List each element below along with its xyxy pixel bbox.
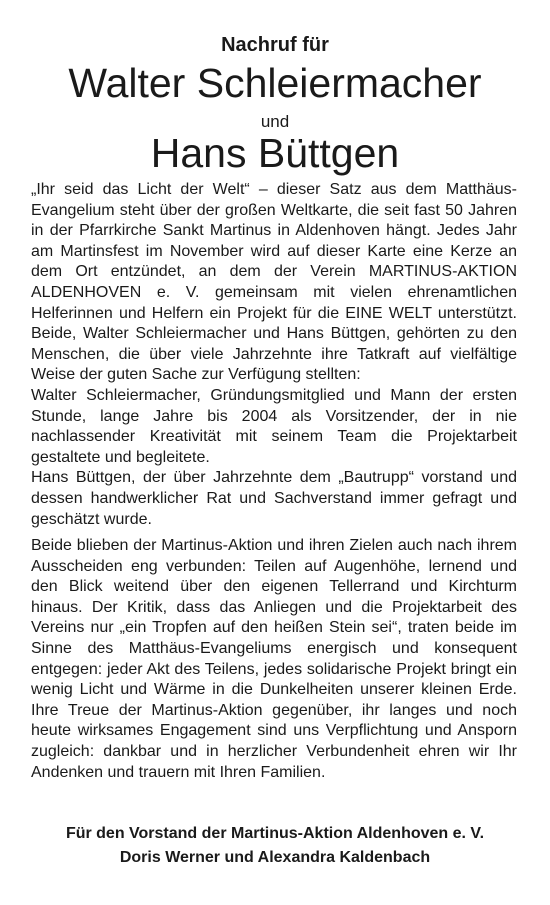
notice-intro: Nachruf für — [221, 34, 329, 56]
name-conjunction: und — [260, 112, 290, 131]
signature-names: Doris Werner und Alexandra Kaldenbach — [119, 849, 431, 866]
body-paragraph-intro: „Ihr seid das Licht der Welt“ – dieser Satz aus dem Matthäus-Evangelium steht über der großen Weltkarte, die seit fast 50 Jahren in der Pfarrkirche Sankt Martinus in Aldenhoven hängt. Jedes Jahr am Martinsfest im November wird auf dieser Karte eine Kerze an dem Ort entzündet, an dem der Verein MARTINUS-AKTION ALDENHOVEN e. V. gemeinsam mit vielen ehrenamtlichen Helferinnen und Helfern ein Projekt für die EINE WELT unterstützt. Beide, Walter Schleiermacher und Hans Büttgen, gehörten zu den Menschen, die über viele Jahrzehnte ihre Tatkraft auf vielfältige Weise der guten Sache zur Verfügung stellten: — [31, 181, 517, 384]
deceased-name-1: Walter Schleiermacher — [68, 60, 482, 106]
signature-organization: Für den Vorstand der Martinus-Aktion Aldenhoven e. V. — [65, 825, 485, 842]
obituary-body — [31, 180, 517, 783]
body-paragraph-hans: Hans Büttgen, der über Jahrzehnte dem „Bautrupp“ vorstand und dessen handwerklicher Rat und Sachverstand immer gefragt und geschätzt wurde. — [31, 469, 517, 528]
body-paragraph-walter: Walter Schleiermacher, Gründungsmitglied und Mann der ersten Stunde, lange Jahre bis 2004 als Vorsitzender, der in nie nachlassender Kreativität mit seinem Team die Projektarbeit gestaltete und begleitete. — [31, 386, 517, 466]
deceased-name-2: Hans Büttgen — [150, 130, 400, 176]
body-paragraph-tribute: Beide blieben der Martinus-Aktion und ihren Zielen auch nach ihrem Ausscheiden eng verbunden: Teilen auf Augenhöhe, lernend und den Blick weitend über den eigenen Tellerrand und Kirchturm hinaus. Der Kritik, dass das Anliegen und die Projektarbeit des Vereins nur „ein Tropfen auf den heißen Stein sei“, traten beide im Sinne des Matthäus-Evangeliums energisch und konsequent entgegen: jeder Akt des Teilens, jedes solidarische Projekt bringt ein wenig Licht und Wärme in die Dunkelheiten unserer kleinen Erde. Ihre Treue der Martinus-Aktion gegenüber, ihr langes und noch heute wirksames Engagement sind uns Verpflichtung und Ansporn zugleich: dankbar und in herzlicher Verbundenheit ehren wir Ihr Andenken und trauern mit Ihren Familien. — [31, 537, 517, 781]
